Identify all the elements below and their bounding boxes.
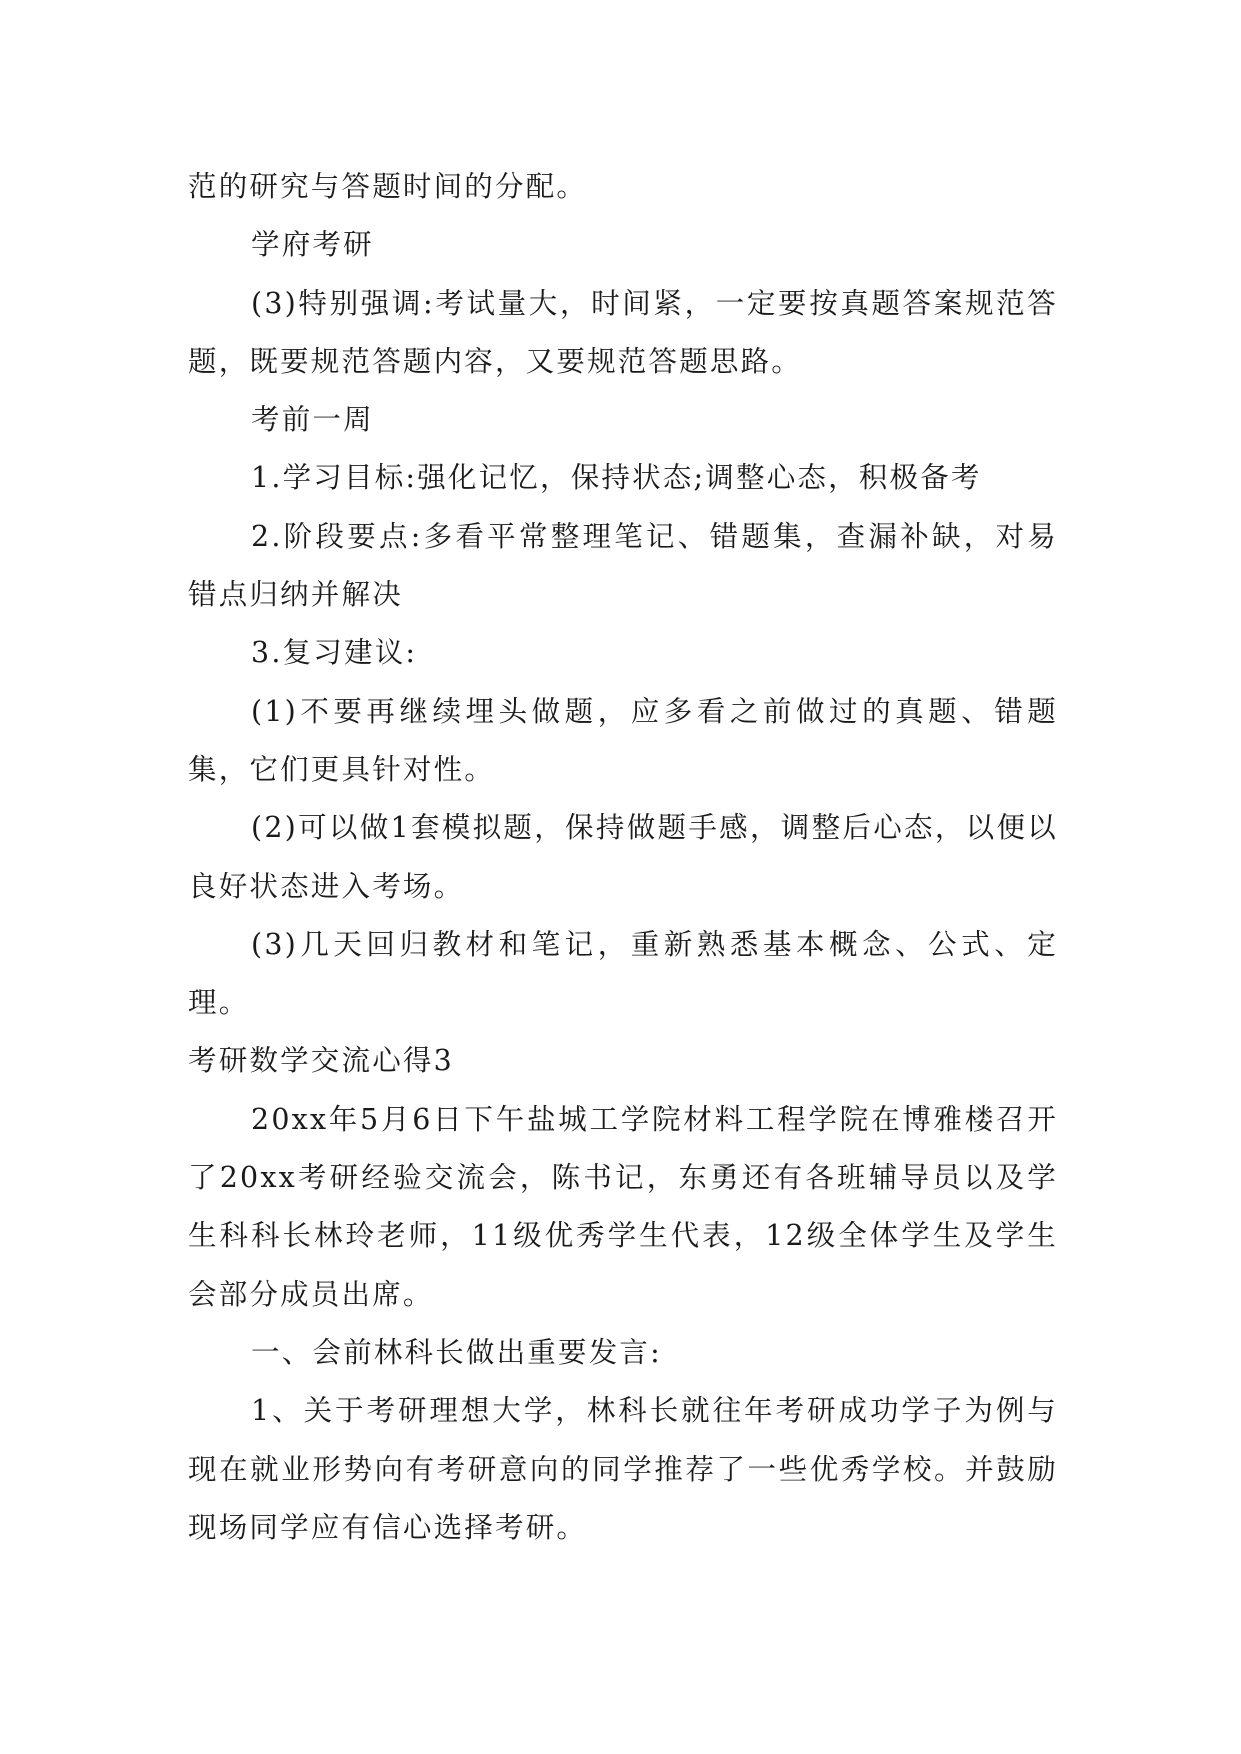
paragraph-speech-intro: 一、会前林科长做出重要发言: bbox=[251, 1335, 662, 1369]
paragraph-meeting-intro: 20xx年5月6日下午盐城工学院材料工程学院在博雅楼召开了20xx考研经验交流会，陈书记，东勇还有各班辅导员以及学生科科长林玲老师，11级优秀学生代表，12级全体学生及学生会部分成员出席。 bbox=[188, 1102, 1058, 1311]
paragraph-advice-1: (1)不要再继续埋头做题，应多看之前做过的真题、错题集，它们更具针对性。 bbox=[188, 694, 1058, 786]
paragraph-review-advice: 3.复习建议: bbox=[251, 636, 418, 670]
paragraph-advice-2: (2)可以做1套模拟题，保持做题手感，调整后心态，以便以良好状态进入考场。 bbox=[188, 811, 1058, 903]
paragraph-week-before-exam: 考前一周 bbox=[251, 403, 374, 437]
section-heading: 考研数学交流心得3 bbox=[188, 1044, 454, 1078]
paragraph-special-emphasis: (3)特别强调:考试量大，时间紧，一定要按真题答案规范答题，既要规范答题内容，又要规范答题思路。 bbox=[188, 286, 1058, 378]
document-body bbox=[188, 158, 1058, 1557]
paragraph-study-goal: 1.学习目标:强化记忆，保持状态;调整心态，积极备考 bbox=[251, 461, 982, 495]
paragraph-stage-points: 2.阶段要点:多看平常整理笔记、错题集，查漏补缺，对易错点归纳并解决 bbox=[188, 519, 1058, 612]
paragraph-continuation: 范的研究与答题时间的分配。 bbox=[188, 170, 588, 203]
paragraph-advice-3: (3)几天回归教材和笔记，重新熟悉基本概念、公式、定理。 bbox=[188, 927, 1058, 1020]
paragraph-ideal-university: 1、关于考研理想大学，林科长就往年考研成功学子为例与现在就业形势向有考研意向的同学推荐了一些优秀学校。并鼓励现场同学应有信心选择考研。 bbox=[188, 1394, 1058, 1544]
paragraph-xuefu-kaoyan: 学府考研 bbox=[251, 228, 374, 262]
